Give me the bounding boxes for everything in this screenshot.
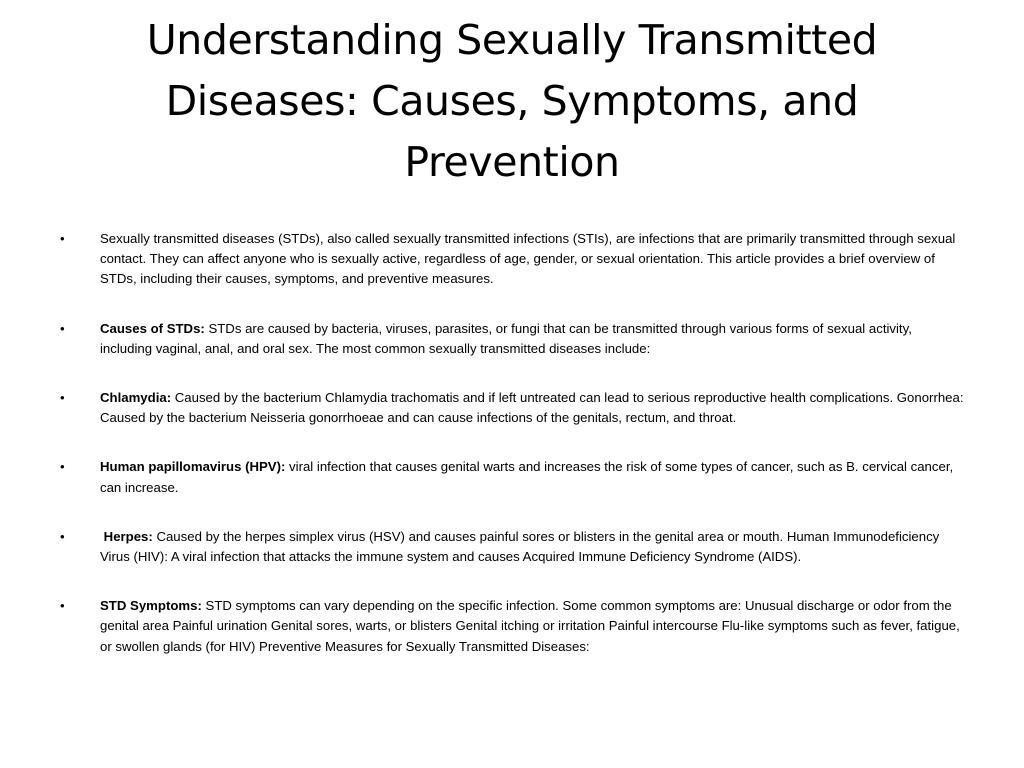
bullet-lead: Human papillomavirus (HPV): — [100, 459, 286, 475]
bullet-text: Caused by the herpes simplex virus (HSV) and causes painful sores or blisters in the genital area or mouth. Human Immunodeficiency Virus (HIV): A viral infection that attacks the immune system and causes Acquired Immune Deficiency Syndrome (AIDS). — [100, 528, 940, 565]
bullet-dot-icon: • — [60, 459, 65, 475]
bullet-item-hpv — [60, 457, 965, 497]
bullet-lead: STD Symptoms: — [100, 598, 202, 614]
bullet-dot-icon: • — [60, 528, 65, 544]
bullet-lead: Herpes: — [100, 528, 153, 544]
bullet-text: Caused by the bacterium Chlamydia trachomatis and if left untreated can lead to serious reproductive health complications. Gonorrhea: Caused by the bacterium Neisseria gonorrhoeae and can cause infections of the genitals, rectum, and throat. — [100, 390, 964, 426]
bullet-item-intro — [60, 229, 965, 290]
bullet-item-chlamydia — [60, 388, 965, 428]
bullet-lead: Chlamydia: — [100, 390, 172, 406]
bullet-item-symptoms — [60, 596, 965, 657]
bullet-list — [60, 229, 965, 686]
slide-title: Understanding Sexually Transmitted Diseases: Causes, Symptoms, and Prevention — [146, 16, 878, 186]
bullet-text: STD symptoms can vary depending on the specific infection. Some common symptoms are: Unusual discharge or odor from the genital area Painful urination Genital sores, warts, or blisters Genital itching or irritation Painful intercourse Flu-like symptoms such as fever, fatigue, or swollen glands (for HIV) Preventive Measures for Sexually Transmitted Diseases: — [100, 598, 960, 654]
bullet-text: viral infection that causes genital warts and increases the risk of some types of cancer, such as B. cervical cancer, can increase. — [100, 459, 954, 495]
bullet-item-causes — [60, 319, 965, 359]
bullet-text: STDs are caused by bacteria, viruses, parasites, or fungi that can be transmitted through various forms of sexual activity, including vaginal, anal, and oral sex. The most common sexually transmitted diseases include: — [100, 320, 912, 356]
bullet-item-herpes — [60, 527, 965, 567]
bullet-dot-icon: • — [60, 320, 65, 336]
bullet-lead: Causes of STDs: — [100, 320, 205, 336]
bullet-text: Sexually transmitted diseases (STDs), also called sexually transmitted infections (STIs), are infections that are primarily transmitted through sexual contact. They can affect anyone who is sexually active, regardless of age, gender, or sexual orientation. This article provides a brief overview of STDs, including their causes, symptoms, and preventive measures. — [100, 231, 956, 287]
bullet-dot-icon: • — [60, 598, 65, 614]
bullet-dot-icon: • — [60, 231, 65, 246]
bullet-dot-icon: • — [60, 390, 65, 406]
